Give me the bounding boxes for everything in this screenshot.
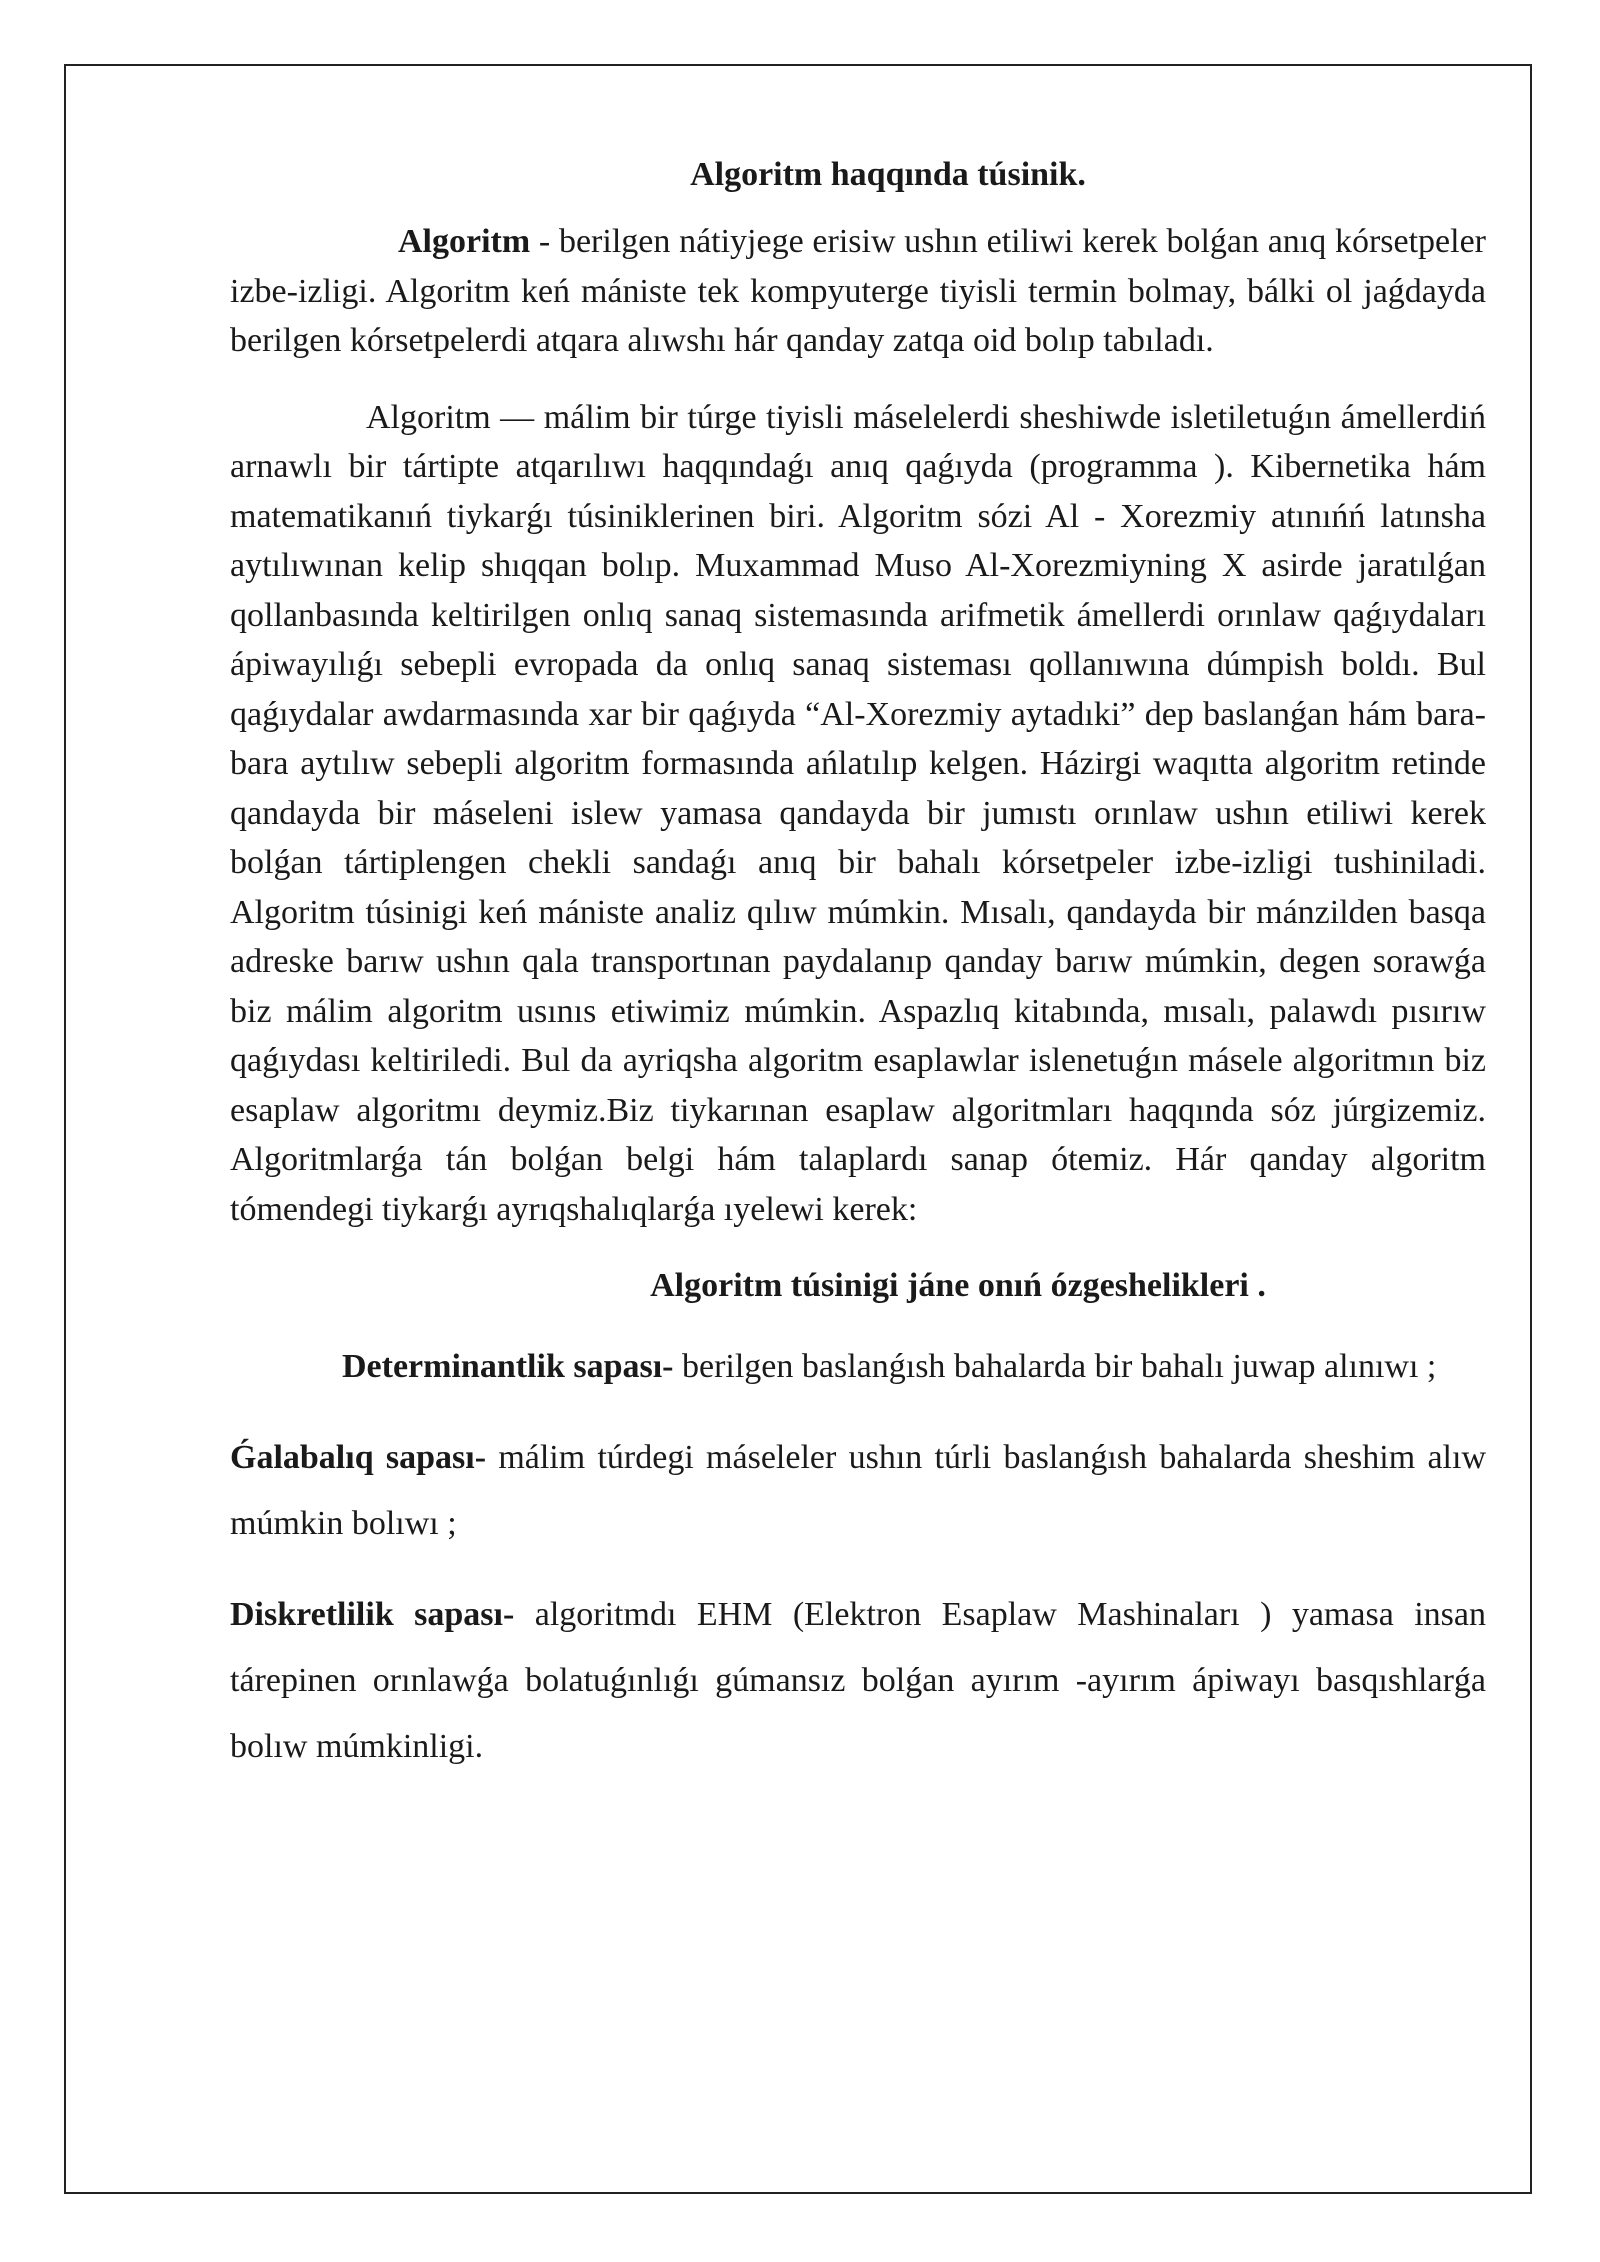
property-galabaliq — [230, 1425, 1486, 1557]
property-text: málim túrdegi máseleler ushın túrli baslanǵısh bahalarda sheshim alıw múmkin bolıwı ; — [230, 1439, 1486, 1542]
document-body — [230, 150, 1486, 1805]
property-name: Diskretlilik sapası- — [230, 1596, 515, 1633]
document-title: Algoritm haqqında túsinik. — [690, 156, 1086, 193]
section-title: Algoritm túsinigi jáne onıń ózgeshelikleri . — [650, 1267, 1266, 1304]
property-text: berilgen baslanǵısh bahalarda bir bahalı juwap alınıwı ; — [673, 1348, 1437, 1385]
intro-term: Algoritm — [398, 223, 531, 260]
intro-paragraph — [230, 217, 1486, 366]
property-diskretlilik — [230, 1582, 1486, 1780]
property-name: Determinantlik sapası- — [342, 1348, 674, 1385]
intro-text: - berilgen nátiyjege erisiw ushın etiliwi kerek bolǵan anıq kórsetpeler izbe-izligi. Algoritm keń mániste tek kompyuterge tiyisli termin bolmay, bálki ol jaǵdayda berilgen kórsetpelerdi atqara alıwshı hár qanday zatqa oid bolıp tabıladı. — [230, 223, 1486, 359]
property-name: Ǵalabalıq sapası- — [230, 1439, 487, 1476]
property-text: algoritmdı EHM (Elektron Esaplaw Mashinaları ) yamasa insan tárepinen orınlawǵa bolatuǵınlıǵı gúmansız bolǵan ayırım -ayırım ápiwayı basqıshlarǵa bolıw múmkinligi. — [230, 1596, 1486, 1765]
property-determinantlik — [230, 1334, 1486, 1400]
main-paragraph: Algoritm — málim bir túrge tiyisli máselelerdi sheshiwde isletiletuǵın ámellerdiń arnawlı bir tártipte atqarılıwı haqqındaǵı anıq qaǵıyda (programma ). Kibernetika hám matematikanıń tiykarǵı túsiniklerinen biri. Algoritm sózi Al - Xorezmiy atınıńń latınsha aytılıwınan kelip shıqqan bolıp. Muxammad Muso Al-Xorezmiyning X asirde jaratılǵan qollanbasında keltirilgen onlıq sanaq sistemasında arifmetik ámellerdi orınlaw qaǵıydaları ápiwayılıǵı sebepli evropada da onlıq sanaq sisteması qollanıwına dúmpish boldı. Bul qaǵıydalar awdarmasında xar bir qaǵıyda “Al-Xorezmiy aytadıki” dep baslanǵan hám bara-bara aytılıw sebepli algoritm formasında ańlatılıp kelgen. Házirgi waqıtta algoritm retinde qandayda bir máseleni islew yamasa qandayda bir jumıstı orınlaw ushın etiliwi kerek bolǵan tártiplengen chekli sandaǵı anıq bir bahalı kórsetpeler izbe-izligi tushiniladi. Algoritm túsinigi keń mániste analiz qılıw múmkin. Mısalı, qandayda bir mánzilden basqa adreske barıw ushın qala transportınan paydalanıp qanday barıw múmkin, degen sorawǵa biz málim algoritm usınıs etiwimiz múmkin. Aspazlıq kitabında, mısalı, palawdı pısırıw qaǵıydası keltiriledi. Bul da ayriqsha algoritm esaplawlar islenetuǵın másele algoritmın biz esaplaw algoritmı deymiz.Biz tiykarınan esaplaw algoritmları haqqında sóz júrgizemiz. Algoritmlarǵa tán bolǵan belgi hám talaplardı sanap ótemiz. Hár qanday algoritm tómendegi tiykarǵı ayrıqshalıqlarǵa ıyelewi kerek: — [230, 398, 1486, 1228]
